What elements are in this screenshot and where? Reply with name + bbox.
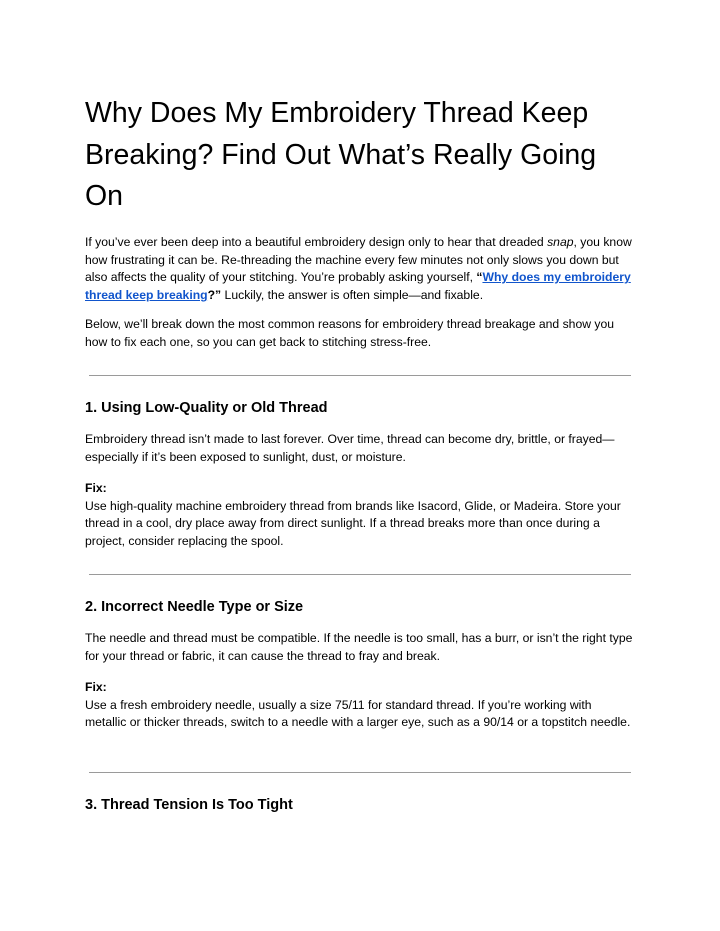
intro-text-3: Luckily, the answer is often simple—and fixable. <box>221 287 484 302</box>
section-divider <box>89 772 631 773</box>
quote-open: “ <box>476 270 483 285</box>
page-title: Why Does My Embroidery Thread Keep Breaking? Find Out What’s Really Going On <box>85 97 597 212</box>
section-1-fix-label: Fix: <box>85 481 107 495</box>
intro-emphasis: snap <box>547 235 574 249</box>
section-1-heading: 1. Using Low-Quality or Old Thread <box>85 400 328 416</box>
section-1-fix <box>85 480 633 550</box>
section-divider <box>89 375 631 376</box>
section-1-body: Embroidery thread isn’t made to last forever. Over time, thread can become dry, brittle, or frayed—especially if it’s been exposed to sunlight, dust, or moisture. <box>85 432 615 464</box>
section-2-fix <box>85 679 633 732</box>
section-2-fix-text: Use a fresh embroidery needle, usually a size 75/11 for standard thread. If you’re working with metallic or thicker threads, switch to a needle with a larger eye, such as a 90/14 or a topstitch needle. <box>85 697 631 730</box>
thread-breaking-link[interactable]: Why does my embroidery thread keep breaking <box>85 270 631 302</box>
section-2-fix-label: Fix: <box>85 680 107 694</box>
intro-text-2: , you know how frustrating it can be. Re-threading the machine every few minutes not only slows you down but also affects the quality of your stitching. You’re probably asking yourself, <box>85 235 632 285</box>
intro-paragraph-1 <box>85 234 633 304</box>
intro-text-1: If you’ve ever been deep into a beautiful embroidery design only to hear that dreaded <box>85 235 548 249</box>
section-2-body: The needle and thread must be compatible. If the needle is too small, has a burr, or isn’t the right type for your thread or fabric, it can cause the thread to fray and break. <box>85 631 633 663</box>
section-2-heading: 2. Incorrect Needle Type or Size <box>85 599 304 615</box>
section-3-heading: 3. Thread Tension Is Too Tight <box>85 797 293 813</box>
section-divider <box>89 574 631 575</box>
intro-paragraph-2: Below, we’ll break down the most common reasons for embroidery thread breakage and show you how to fix each one, so you can get back to stitching stress-free. <box>85 317 615 349</box>
section-1-fix-text: Use high-quality machine embroidery thread from brands like Isacord, Glide, or Madeira. Store your thread in a cool, dry place away from direct sunlight. If a thread breaks more than once during a project, consider replacing the spool. <box>85 498 621 548</box>
quote-close: ?” <box>207 287 222 302</box>
